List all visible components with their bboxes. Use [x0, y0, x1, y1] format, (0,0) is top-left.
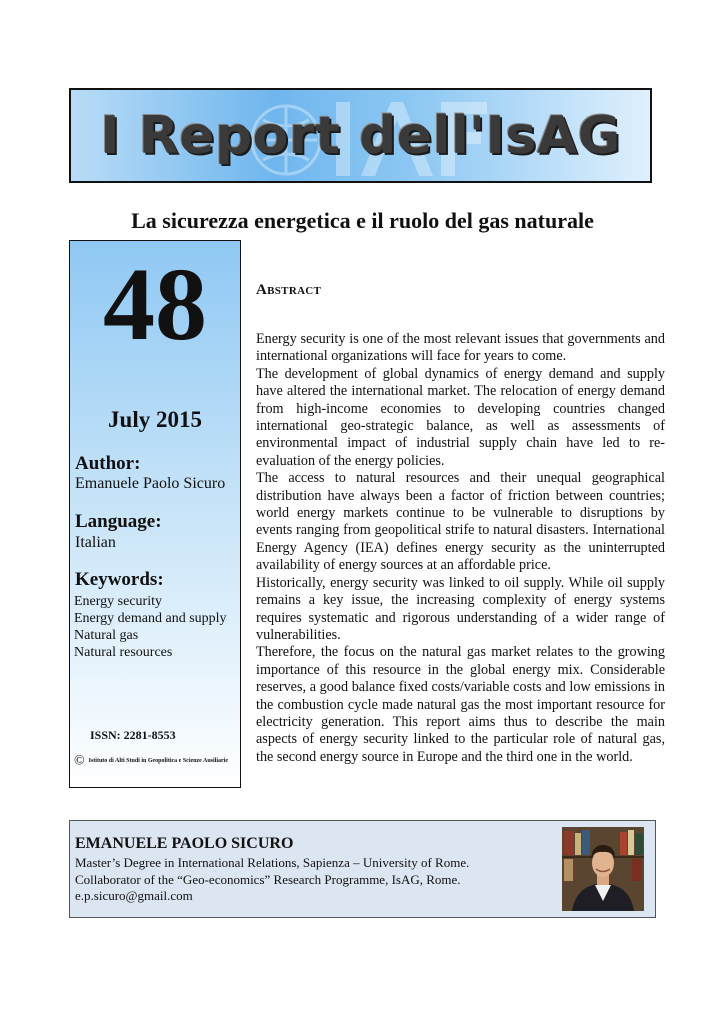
issn-number: ISSN: 2281-8553 — [90, 728, 176, 742]
keyword-item: Energy security — [74, 594, 162, 609]
keywords-list — [74, 593, 227, 661]
author-bio-box — [69, 820, 656, 918]
copyright-line — [74, 752, 228, 770]
sidebar-info-box — [69, 240, 241, 788]
banner-title: I Report dell'IsAG — [100, 106, 621, 166]
keyword-item: Natural gas — [74, 628, 139, 643]
keyword-item: Natural resources — [74, 645, 173, 660]
copyright-text: Istituto di Alti Studi in Geopolitica e Scienze Ausiliarie — [88, 758, 228, 765]
issue-number: 48 — [103, 247, 207, 362]
issue-date: July 2015 — [108, 407, 202, 432]
abstract-body — [256, 331, 665, 766]
report-banner — [69, 88, 652, 183]
author-email: e.p.sicuro@gmail.com — [75, 888, 193, 903]
abstract-heading: Abstract — [256, 282, 322, 298]
author-photo — [562, 827, 644, 911]
abstract-paragraph: The access to natural resources and their unequal geographical distribution have always been a factor of friction between countries; world energy markets continue to be vulnerable to disruptions by events ranging from geopolitical strife to natural disasters. International Energy Agency (IEA) defines energy security as the uninterrupted availability of energy sources at an affordable price. — [256, 470, 665, 574]
author-label: Author: — [75, 453, 141, 474]
copyright-icon: © — [74, 753, 85, 769]
document-title: La sicurezza energetica e il ruolo del gas naturale — [131, 208, 594, 233]
abstract-paragraph: Energy security is one of the most relevant issues that governments and international organizations will face for years to come. — [256, 331, 665, 365]
author-affiliation: Collaborator of the “Geo-economics” Research Programme, IsAG, Rome. — [75, 872, 461, 887]
author-name: EMANUELE PAOLO SICURO — [75, 835, 294, 852]
author-value: Emanuele Paolo Sicuro — [75, 475, 226, 492]
portrait-icon — [562, 827, 644, 911]
keyword-item: Energy demand and supply — [74, 611, 227, 626]
keywords-label: Keywords: — [75, 569, 164, 590]
language-label: Language: — [75, 511, 162, 532]
author-degree: Master’s Degree in International Relations, Sapienza – University of Rome. — [75, 855, 470, 870]
abstract-paragraph: The development of global dynamics of energy demand and supply have altered the international market. The relocation of energy demand from high-income economies to developing countries changed international geo-strategic balance, as well as assessments of environmental impact of industrial supply chain have led to re-evaluation of the energy policies. — [256, 365, 665, 469]
language-value: Italian — [75, 534, 116, 551]
abstract-paragraph: Therefore, the focus on the natural gas market relates to the growing importance of this resource in the global energy mix. Considerable reserves, a good balance fixed costs/variable costs and low emissions in the combustion cycle made natural gas the most important resource for electricity generation. This report aims thus to describe the main aspects of energy security linked to the particular role of natural gas, the second energy source in Europe and the third one in the world. — [256, 644, 665, 765]
abstract-paragraph: Historically, energy security was linked to oil supply. While oil supply remains a key issue, the increasing complexity of energy systems requires systematic and rigorous understanding of a wider range of vulnerabilities. — [256, 574, 665, 643]
